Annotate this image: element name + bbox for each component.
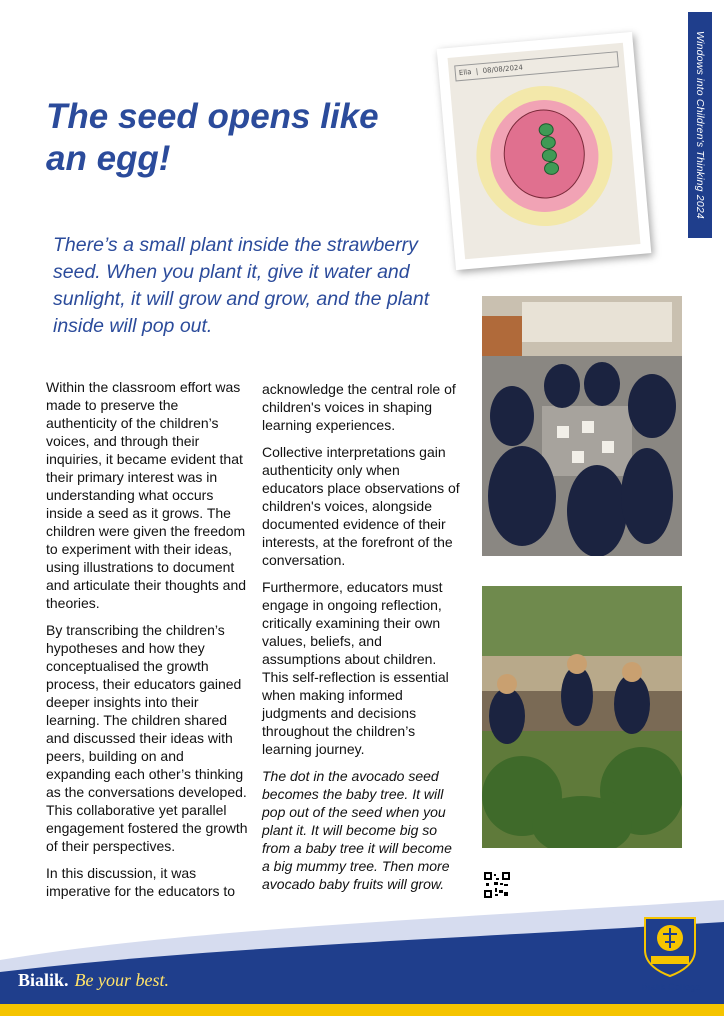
child-quote: There’s a small plant inside the strawberry seed. When you plant it, give it water and sunlight, it will grow and grow, and the plant inside will pop out. — [53, 234, 430, 337]
qr-code-icon[interactable] — [484, 872, 510, 898]
paragraph: Furthermore, educators must engage in ongoing reflection, critically examining their own values, beliefs, and assumptions about children. This self-reflection is essential when making informed judgments and decisions throughout the children’s learning journey. — [262, 579, 449, 757]
paragraph: By transcribing the children’s hypotheses and how they conceptualised the growth process, their educators gained deeper insights into their learning. The children shared and discussed their ideas with peers, building on and expanding each other’s thinking as the conversations developed. This collaborative yet parallel engagement fostered the growth of their perspectives. — [46, 622, 248, 854]
drawing-name: Ella — [458, 68, 472, 78]
garden-photo — [482, 586, 682, 848]
text-column-left — [46, 378, 250, 909]
footer-slogan — [18, 970, 169, 991]
footer-tagline: Be your best. — [74, 970, 170, 990]
drawing-date: 08/08/2024 — [482, 63, 524, 76]
paragraph: Within the classroom effort was made to preserve the authenticity of the children’s voices, and through their inquiries, it became evident that their primary interest was in understanding what occurs inside a seed as it grows. The children were given the freedom to experiment with their ideas, using illustrations to document and articulate their thoughts and theories. — [46, 379, 247, 611]
footer-band — [0, 900, 724, 1024]
side-tab-label: Windows into Children's Thinking 2024 — [694, 31, 706, 219]
drawing-label-strip: Ella | 08/08/2024 — [454, 51, 619, 81]
footer-brand: Bialik. — [18, 970, 69, 990]
text-column-right — [262, 380, 462, 902]
drawing-photo — [437, 32, 652, 270]
paragraph: In this discussion, it was imperative for the educators to — [46, 865, 236, 899]
college-name: Bialik College — [641, 982, 701, 992]
paragraph: Collective interpretations gain authenticity only when educators place observations of children's voices, alongside documented evidence of their interests, at the forefront of the conversation. — [262, 444, 460, 568]
paragraph: acknowledge the central role of children's voices in shaping learning experiences. — [262, 381, 456, 433]
classroom-photo — [482, 296, 682, 556]
college-crest-logo — [641, 914, 699, 978]
seed-drawing — [466, 78, 624, 240]
side-tab — [688, 12, 712, 238]
page-title: The seed opens like an egg! — [46, 97, 379, 178]
drawing-paper — [448, 43, 641, 260]
child-quote-avocado: The dot in the avocado seed becomes the baby tree. It will pop out of the seed when you plant it. It will become big so from a baby tree it will become a big mummy tree. Then more avocado baby fruits will grow. — [262, 768, 452, 892]
